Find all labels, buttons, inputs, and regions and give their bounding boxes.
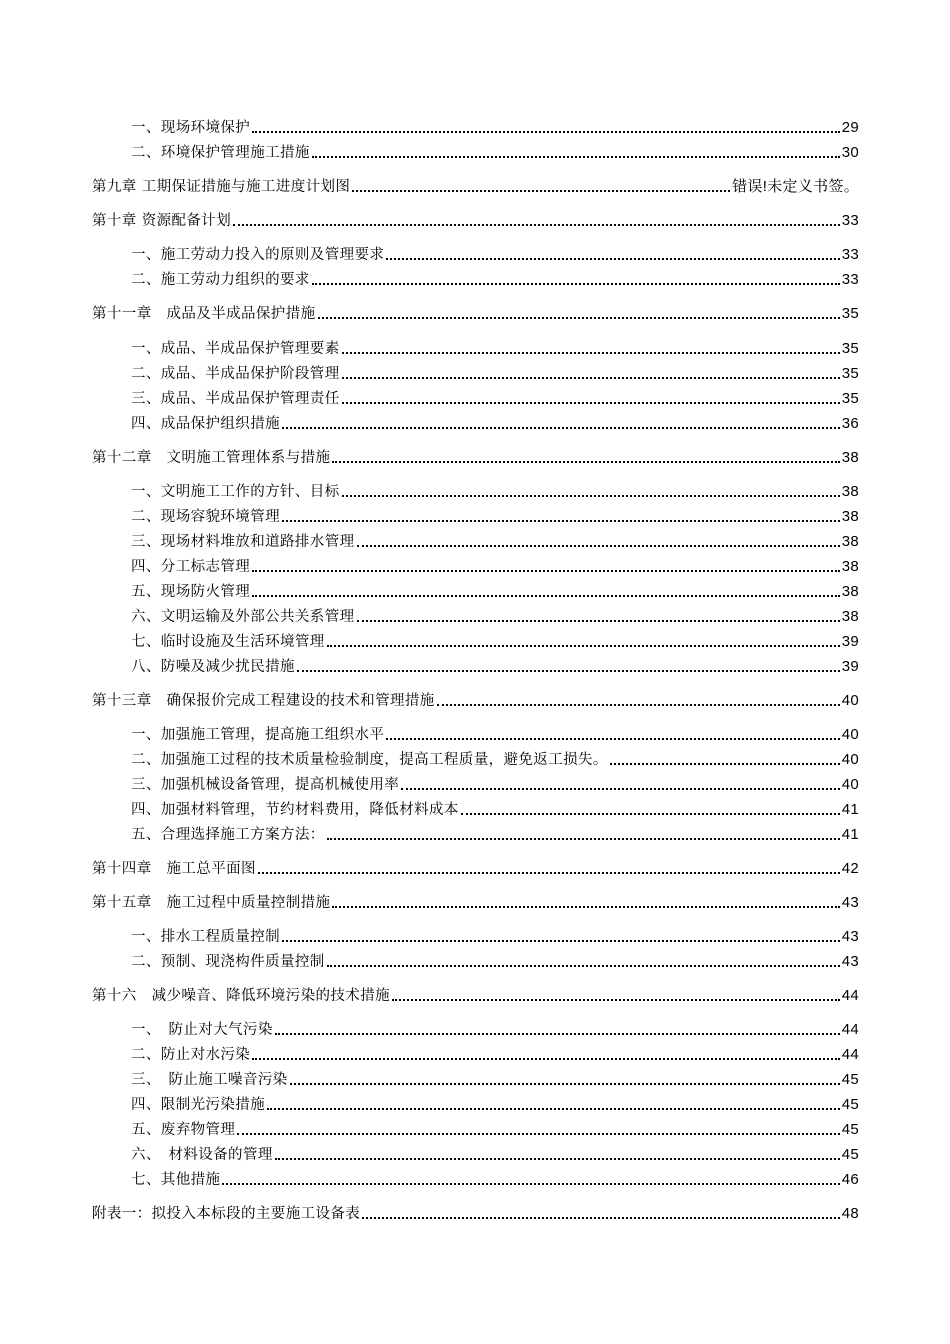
toc-entry-title: 四、分工标志管理 [131, 559, 251, 575]
toc-entry-page-number: 38 [841, 583, 859, 600]
toc-entry-title: 第十五章 施工过程中质量控制措施 [92, 895, 331, 911]
toc-section-entry[interactable] [131, 1165, 859, 1189]
toc-section-entry[interactable] [131, 384, 859, 408]
toc-entry-title: 五、废弃物管理 [131, 1122, 236, 1138]
toc-section-entry[interactable] [131, 922, 859, 946]
dot-leader [290, 1083, 840, 1085]
toc-entry-page-number: 46 [841, 1171, 859, 1188]
dot-leader [327, 645, 840, 647]
toc-section-entry[interactable] [131, 138, 859, 162]
toc-chapter-entry[interactable] [92, 1199, 859, 1223]
toc-entry-page-number: 35 [841, 305, 859, 322]
dot-leader [312, 283, 840, 285]
toc-chapter-entry[interactable] [92, 888, 859, 912]
dot-leader [610, 763, 840, 765]
dot-leader [342, 402, 840, 404]
toc-entry-title: 六、 材料设备的管理 [131, 1147, 273, 1163]
toc-section-entry[interactable] [131, 334, 859, 358]
toc-entry-title: 第十三章 确保报价完成工程建设的技术和管理措施 [92, 693, 435, 709]
toc-entry-page-number: 33 [841, 246, 859, 263]
dot-leader [252, 131, 840, 133]
dot-leader [233, 224, 840, 226]
dot-leader [461, 813, 840, 815]
dot-leader [332, 461, 839, 463]
toc-entry-title: 四、限制光污染措施 [131, 1097, 266, 1113]
dot-leader [352, 190, 730, 192]
toc-entry-title: 第十二章 文明施工管理体系与措施 [92, 450, 331, 466]
toc-entry-title: 附表一：拟投入本标段的主要施工设备表 [92, 1206, 361, 1222]
toc-entry-page-number: 41 [841, 801, 859, 818]
dot-leader [252, 595, 840, 597]
toc-entry-title: 四、成品保护组织措施 [131, 416, 280, 432]
toc-section-entry[interactable] [131, 795, 859, 819]
toc-entry-title: 一、排水工程质量控制 [131, 929, 280, 945]
toc-entry-page-number: 35 [841, 365, 859, 382]
toc-entry-page-number: 38 [841, 533, 859, 550]
toc-entry-title: 第九章 工期保证措施与施工进度计划图 [92, 179, 351, 195]
toc-entry-title: 七、临时设施及生活环境管理 [131, 634, 325, 650]
toc-chapter-entry[interactable] [92, 686, 859, 710]
toc-section-entry[interactable] [131, 1090, 859, 1114]
dot-leader [392, 999, 840, 1001]
toc-entry-page-number: 39 [841, 633, 859, 650]
toc-entry-page-number: 45 [841, 1071, 859, 1088]
toc-entry-title: 一、成品、半成品保护管理要素 [131, 341, 340, 357]
dot-leader [357, 545, 840, 547]
dot-leader [282, 940, 840, 942]
toc-section-entry[interactable] [131, 502, 859, 526]
dot-leader [327, 965, 840, 967]
toc-chapter-entry[interactable] [92, 206, 859, 230]
toc-section-entry[interactable] [131, 409, 859, 433]
dot-leader [267, 1108, 840, 1110]
toc-entry-page-number: 41 [841, 826, 859, 843]
toc-entry-page-number: 43 [841, 894, 859, 911]
toc-entry-page-number: 错误!未定义书签。 [732, 178, 859, 195]
toc-entry-page-number: 44 [841, 1021, 859, 1038]
toc-entry-title: 三、成品、半成品保护管理责任 [131, 391, 340, 407]
dot-leader [318, 317, 840, 319]
toc-entry-page-number: 33 [841, 271, 859, 288]
toc-entry-page-number: 45 [841, 1121, 859, 1138]
toc-entry-page-number: 45 [841, 1096, 859, 1113]
toc-section-entry[interactable] [131, 627, 859, 651]
toc-entry-page-number: 43 [841, 928, 859, 945]
toc-section-entry[interactable] [131, 745, 859, 769]
dot-leader [275, 1033, 840, 1035]
toc-entry-page-number: 44 [841, 1046, 859, 1063]
toc-entry-page-number: 35 [841, 340, 859, 357]
toc-section-entry[interactable] [131, 359, 859, 383]
dot-leader [357, 620, 840, 622]
toc-section-entry[interactable] [131, 1015, 859, 1039]
toc-chapter-entry[interactable] [92, 981, 859, 1005]
toc-entry-title: 第十一章 成品及半成品保护措施 [92, 306, 316, 322]
toc-entry-title: 二、预制、现浇构件质量控制 [131, 954, 325, 970]
toc-entry-page-number: 40 [841, 692, 859, 709]
dot-leader [312, 156, 840, 158]
toc-section-entry[interactable] [131, 527, 859, 551]
toc-entry-page-number: 45 [841, 1146, 859, 1163]
dot-leader [362, 1217, 840, 1219]
dot-leader [342, 352, 840, 354]
toc-entry-page-number: 43 [841, 953, 859, 970]
toc-entry-title: 七、其他措施 [131, 1172, 221, 1188]
toc-entry-title: 六、文明运输及外部公共关系管理 [131, 609, 355, 625]
toc-entry-title: 一、文明施工工作的方针、目标 [131, 484, 340, 500]
toc-entry-page-number: 30 [841, 144, 859, 161]
toc-entry-title: 二、现场容貌环境管理 [131, 509, 280, 525]
dot-leader [342, 495, 840, 497]
toc-section-entry[interactable] [131, 552, 859, 576]
toc-section-entry[interactable] [131, 240, 859, 264]
toc-entry-page-number: 38 [841, 608, 859, 625]
dot-leader [342, 377, 840, 379]
toc-entry-page-number: 29 [841, 119, 859, 136]
toc-section-entry[interactable] [131, 1140, 859, 1164]
dot-leader [437, 704, 840, 706]
toc-section-entry[interactable] [131, 477, 859, 501]
toc-chapter-entry[interactable] [92, 854, 859, 878]
toc-entry-title: 八、防噪及减少扰民措施 [131, 659, 295, 675]
toc-entry-page-number: 44 [841, 987, 859, 1004]
toc-entry-page-number: 40 [841, 751, 859, 768]
toc-entry-title: 三、 防止施工噪音污染 [131, 1072, 288, 1088]
toc-entry-page-number: 48 [841, 1205, 859, 1222]
toc-section-entry[interactable] [131, 113, 859, 137]
dot-leader [386, 738, 839, 740]
dot-leader [327, 838, 840, 840]
toc-section-entry[interactable] [131, 265, 859, 289]
toc-entry-title: 五、现场防火管理 [131, 584, 251, 600]
dot-leader [237, 1133, 839, 1135]
toc-entry-page-number: 39 [841, 658, 859, 675]
toc-section-entry[interactable] [131, 1040, 859, 1064]
dot-leader [275, 1158, 840, 1160]
toc-entry-title: 一、现场环境保护 [131, 120, 251, 136]
toc-entry-page-number: 38 [841, 449, 859, 466]
toc-entry-page-number: 38 [841, 558, 859, 575]
dot-leader [252, 570, 840, 572]
toc-entry-title: 一、施工劳动力投入的原则及管理要求 [131, 247, 385, 263]
toc-entry-title: 三、加强机械设备管理，提高机械使用率 [131, 777, 400, 793]
toc-chapter-entry[interactable] [92, 299, 859, 323]
toc-section-entry[interactable] [131, 1065, 859, 1089]
dot-leader [282, 520, 840, 522]
toc-entry-page-number: 38 [841, 508, 859, 525]
toc-section-entry[interactable] [131, 770, 859, 794]
toc-entry-page-number: 40 [841, 776, 859, 793]
toc-section-entry[interactable] [131, 820, 859, 844]
dot-leader [386, 258, 839, 260]
toc-entry-title: 第十四章 施工总平面图 [92, 861, 256, 877]
toc-section-entry[interactable] [131, 947, 859, 971]
toc-entry-page-number: 36 [841, 415, 859, 432]
toc-entry-page-number: 38 [841, 483, 859, 500]
toc-section-entry[interactable] [131, 1115, 859, 1139]
toc-entry-title: 二、施工劳动力组织的要求 [131, 272, 310, 288]
dot-leader [297, 670, 840, 672]
toc-entry-title: 一、 防止对大气污染 [131, 1022, 273, 1038]
toc-entry-title: 二、环境保护管理施工措施 [131, 145, 310, 161]
dot-leader [401, 788, 840, 790]
toc-entry-page-number: 35 [841, 390, 859, 407]
toc-entry-page-number: 33 [841, 212, 859, 229]
toc-section-entry[interactable] [131, 720, 859, 744]
toc-section-entry[interactable] [131, 652, 859, 676]
toc-entry-title: 三、现场材料堆放和道路排水管理 [131, 534, 355, 550]
toc-chapter-entry[interactable] [92, 172, 859, 196]
dot-leader [222, 1183, 839, 1185]
toc-entry-title: 一、加强施工管理，提高施工组织水平 [131, 727, 385, 743]
toc-section-entry[interactable] [131, 577, 859, 601]
toc-entry-title: 二、成品、半成品保护阶段管理 [131, 366, 340, 382]
dot-leader [332, 906, 839, 908]
toc-entry-title: 第十六 减少噪音、降低环境污染的技术措施 [92, 988, 390, 1004]
toc-entry-page-number: 42 [841, 860, 859, 877]
toc-section-entry[interactable] [131, 602, 859, 626]
toc-entry-title: 二、防止对水污染 [131, 1047, 251, 1063]
dot-leader [258, 872, 840, 874]
toc-entry-title: 第十章 资源配备计划 [92, 213, 232, 229]
dot-leader [252, 1058, 840, 1060]
toc-entry-title: 二、加强施工过程的技术质量检验制度，提高工程质量，避免返工损失。 [131, 752, 608, 768]
toc-entry-title: 五、合理选择施工方案方法： [131, 827, 325, 843]
dot-leader [282, 427, 840, 429]
toc-entry-page-number: 40 [841, 726, 859, 743]
toc-entry-title: 四、加强材料管理，节约材料费用，降低材料成本 [131, 802, 459, 818]
toc-chapter-entry[interactable] [92, 443, 859, 467]
